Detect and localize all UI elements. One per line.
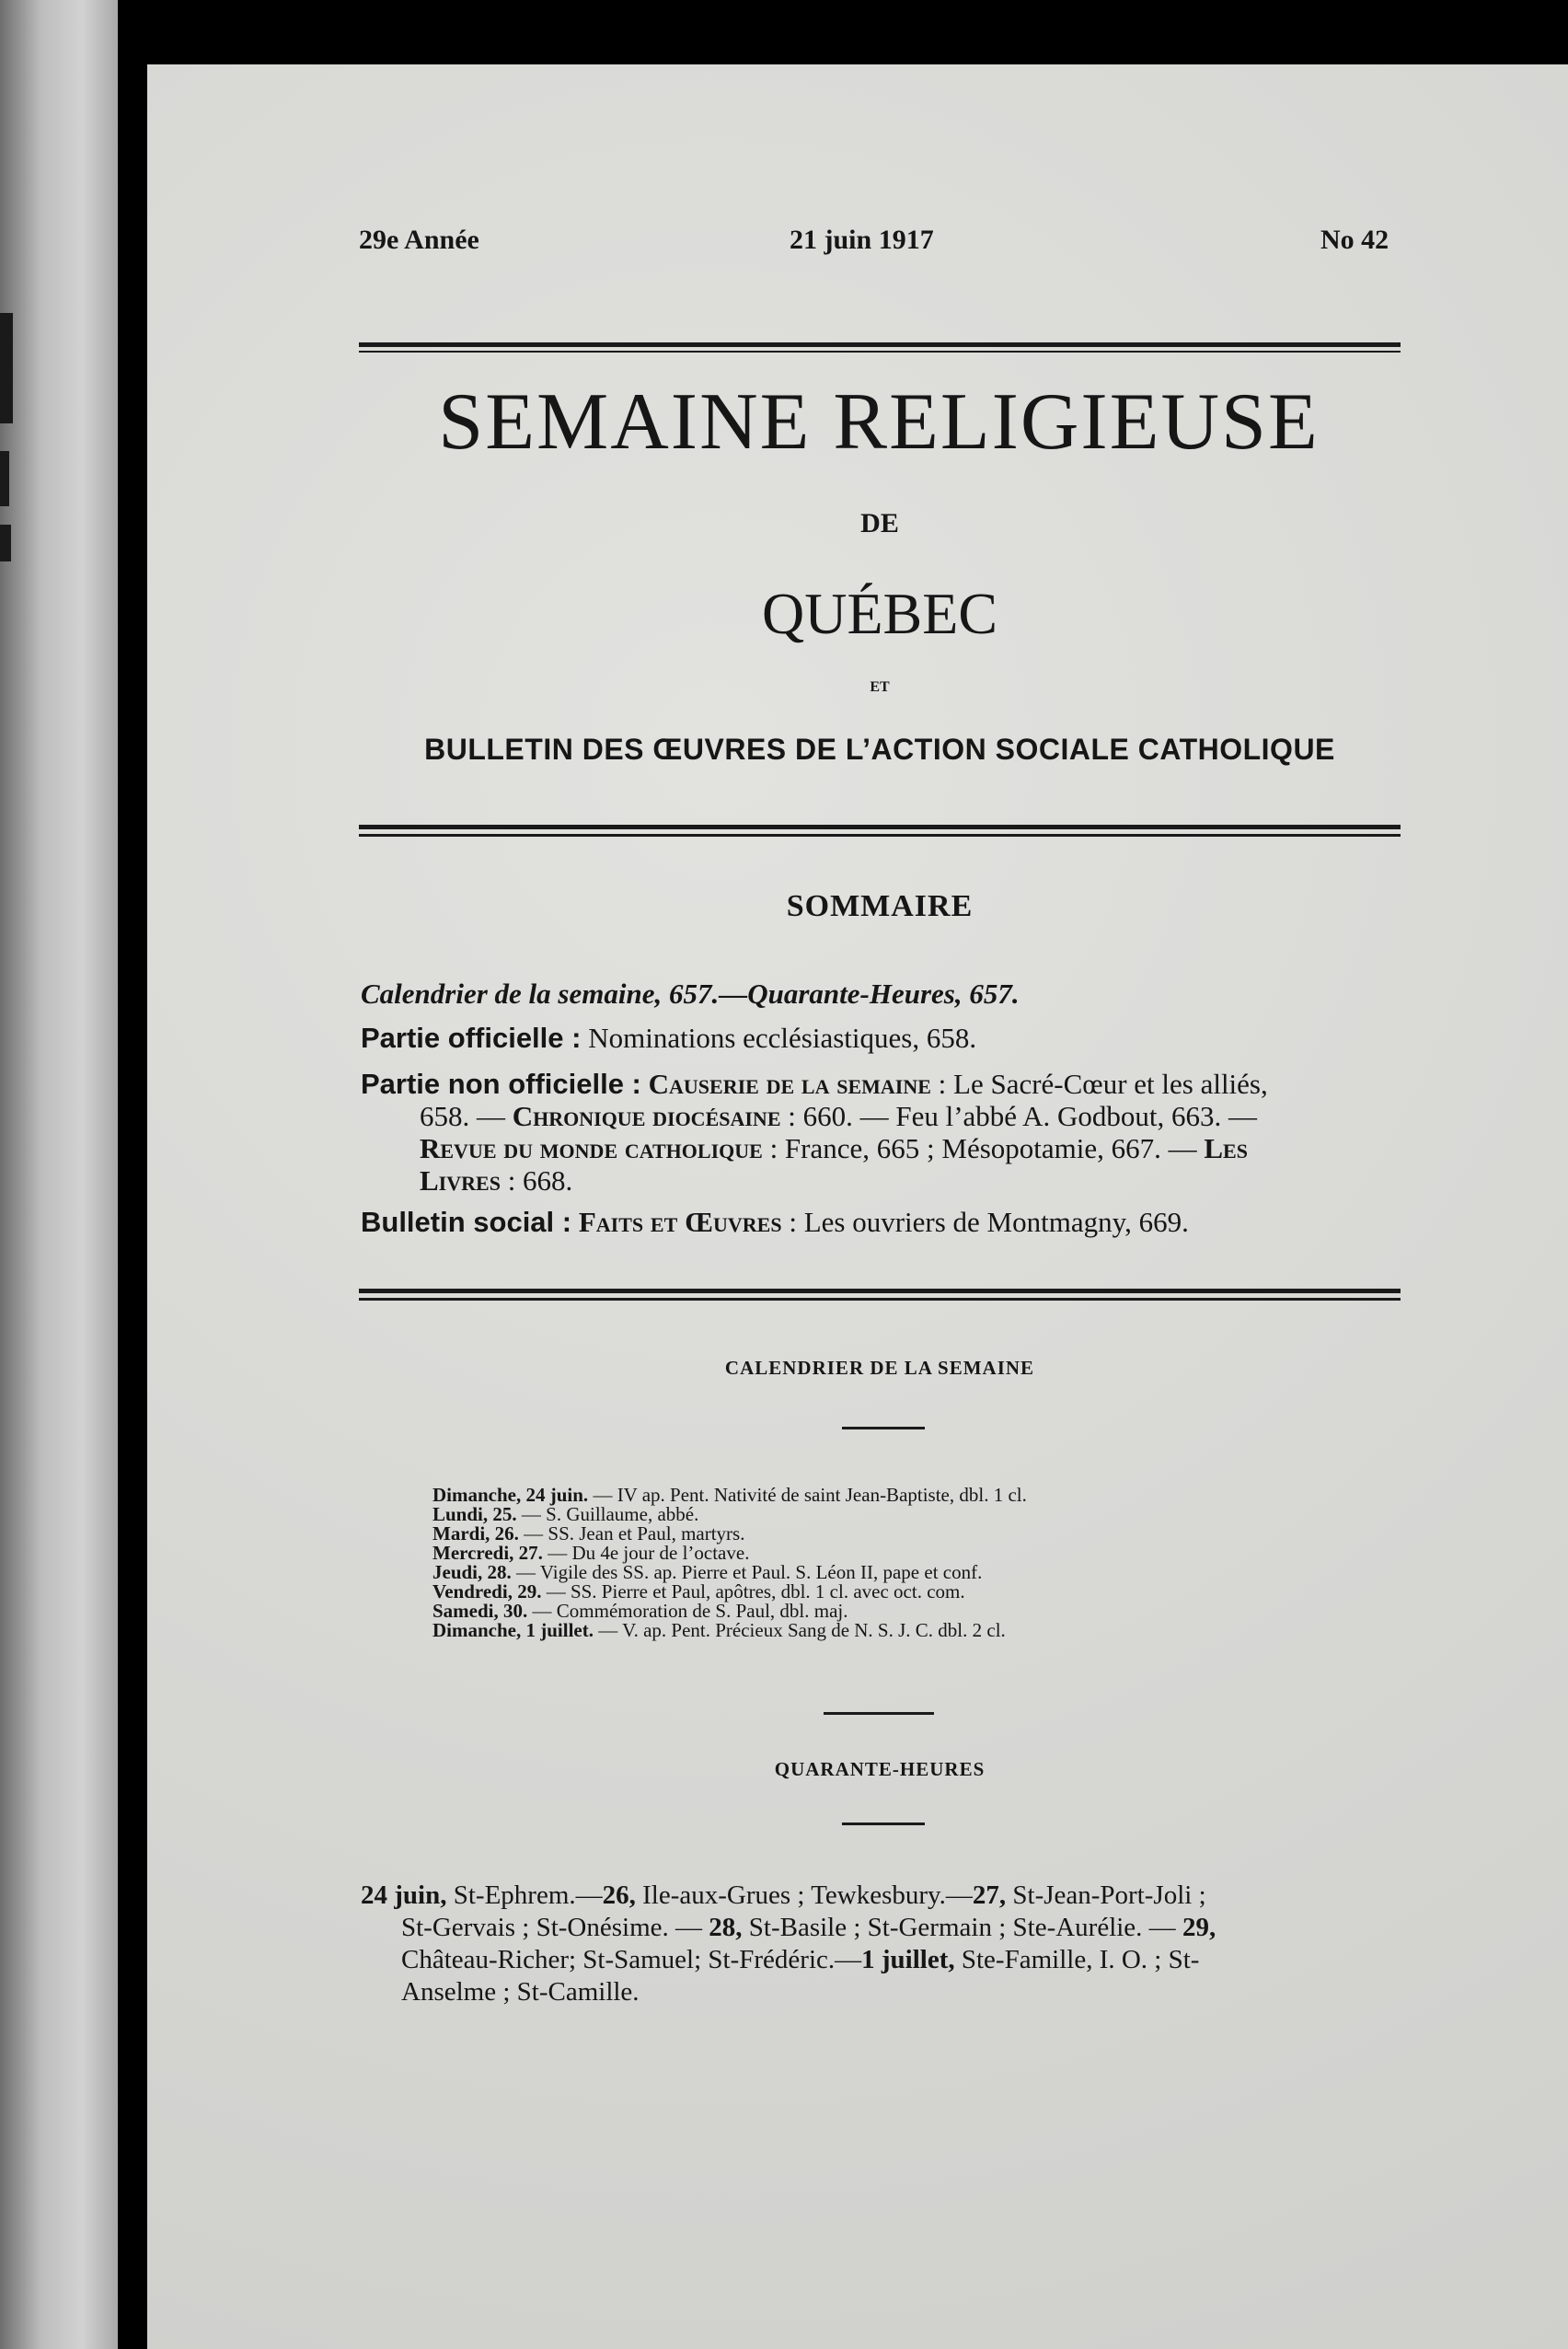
calendar-list bbox=[432, 1486, 1353, 1640]
sommaire-livres-text: : 668. bbox=[500, 1164, 573, 1197]
calendar-divider bbox=[842, 1427, 925, 1429]
calendar-entry bbox=[432, 1505, 1353, 1524]
masthead-subtitle: BULLETIN DES ŒUVRES DE L’ACTION SOCIALE CATHOLIQUE bbox=[424, 733, 1335, 766]
quarante-date: 1 juillet, bbox=[861, 1945, 955, 1974]
quarante-text: St-Basile ; St-Germain ; Ste-Aurélie. — bbox=[742, 1913, 1182, 1942]
calendar-heading: CALENDRIER DE LA SEMAINE bbox=[724, 1357, 1035, 1379]
sommaire-line-social bbox=[361, 1206, 1401, 1238]
calendar-day: Lundi, 25. bbox=[432, 1503, 517, 1525]
quarante-text: Ste-Famille, I. O. ; St- bbox=[954, 1945, 1200, 1974]
calendar-day: Mercredi, 27. bbox=[432, 1542, 543, 1564]
sommaire-heading: SOMMAIRE bbox=[786, 889, 974, 923]
sommaire-les: Les bbox=[1204, 1132, 1248, 1164]
calendar-day: Mardi, 26. bbox=[432, 1522, 519, 1545]
sommaire-line-calendar: Calendrier de la semaine, 657.—Quarante-Heures, 657. bbox=[361, 978, 1020, 1010]
calendar-entry bbox=[432, 1524, 1353, 1544]
calendar-text: — SS. Jean et Paul, martyrs. bbox=[518, 1522, 745, 1545]
adjacent-page-edge bbox=[0, 0, 118, 2349]
sommaire-faits: Faits et Œuvres bbox=[571, 1206, 782, 1238]
calendar-text: — Vigile des SS. ap. Pierre et Paul. S. Léon II, pape et conf. bbox=[511, 1561, 983, 1583]
sommaire-text-official: Nominations ecclésiastiques, 658. bbox=[581, 1022, 977, 1054]
ink-mark bbox=[0, 451, 9, 506]
masthead-et: ET bbox=[870, 679, 890, 695]
quarante-text: St-Jean-Port-Joli ; bbox=[1006, 1880, 1206, 1910]
quarante-divider-top bbox=[824, 1712, 934, 1715]
sommaire-revue: Revue du monde catholique bbox=[420, 1132, 763, 1164]
calendar-text: — S. Guillaume, abbé. bbox=[516, 1503, 699, 1525]
sommaire-label-unofficial: Partie non officielle : bbox=[361, 1068, 641, 1100]
calendar-text: — Du 4e jour de l’octave. bbox=[542, 1542, 750, 1564]
calendar-day: Vendredi, 29. bbox=[432, 1580, 542, 1603]
sommaire-page-658: 658. — bbox=[420, 1100, 513, 1132]
quarante-text: Ile-aux-Grues ; Tewkesbury.— bbox=[635, 1880, 973, 1910]
ink-mark bbox=[0, 525, 11, 561]
sommaire-label-official: Partie officielle : bbox=[361, 1022, 582, 1054]
calendar-day: Jeudi, 28. bbox=[432, 1561, 512, 1583]
quarante-date: 24 juin, bbox=[361, 1880, 447, 1910]
quarante-text: Château-Richer; St-Samuel; St-Frédéric.— bbox=[401, 1945, 862, 1974]
calendar-entry bbox=[432, 1582, 1353, 1602]
quarante-text: Anselme ; St-Camille. bbox=[401, 1977, 640, 2007]
sommaire-line-unofficial bbox=[361, 1068, 1401, 1197]
masthead-rule-thin bbox=[359, 834, 1401, 837]
sommaire-revue-text: : France, 665 ; Mésopotamie, 667. — bbox=[762, 1132, 1205, 1164]
sommaire-chronique-text: : 660. — Feu l’abbé A. Godbout, 663. — bbox=[780, 1100, 1257, 1132]
masthead-title: SEMAINE RELIGIEUSE bbox=[438, 377, 1320, 467]
sommaire-livres: Livres bbox=[420, 1164, 501, 1197]
calendar-entry bbox=[432, 1621, 1353, 1640]
sommaire-label-social: Bulletin social : bbox=[361, 1206, 572, 1238]
calendar-entry bbox=[432, 1486, 1353, 1505]
sommaire-rule bbox=[359, 1289, 1401, 1293]
calendar-day: Samedi, 30. bbox=[432, 1600, 528, 1622]
quarante-date: 28, bbox=[709, 1913, 743, 1942]
calendar-day: Dimanche, 1 juillet. bbox=[432, 1619, 594, 1641]
quarante-divider-bottom bbox=[842, 1822, 925, 1825]
masthead-rule bbox=[359, 825, 1401, 829]
calendar-text: — SS. Pierre et Paul, apôtres, dbl. 1 cl. avec oct. com. bbox=[541, 1580, 965, 1603]
quarante-date: 27, bbox=[972, 1880, 1007, 1910]
issue-number: No 42 bbox=[1320, 225, 1389, 255]
quarante-date: 26, bbox=[602, 1880, 636, 1910]
sommaire-chronique: Chronique diocésaine bbox=[512, 1100, 781, 1132]
calendar-text: — IV ap. Pent. Nativité de saint Jean-Baptiste, dbl. 1 cl. bbox=[588, 1484, 1027, 1506]
quarante-list bbox=[361, 1880, 1401, 2008]
sommaire-causerie: Causerie de la semaine bbox=[640, 1068, 931, 1100]
calendar-entry bbox=[432, 1544, 1353, 1563]
sommaire-causerie-text: : Le Sacré-Cœur et les alliés, bbox=[930, 1068, 1268, 1100]
calendar-text: — V. ap. Pent. Précieux Sang de N. S. J. C. dbl. 2 cl. bbox=[593, 1619, 1006, 1641]
sommaire-line-official bbox=[361, 1022, 1401, 1054]
masthead-city: QUÉBEC bbox=[762, 581, 997, 646]
header-rule-thin bbox=[359, 351, 1401, 353]
masthead-de: DE bbox=[860, 508, 899, 538]
calendar-entry bbox=[432, 1602, 1353, 1621]
quarante-text: St-Ephrem.— bbox=[446, 1880, 603, 1910]
ink-mark bbox=[0, 313, 13, 423]
calendar-text: — Commémoration de S. Paul, dbl. maj. bbox=[527, 1600, 848, 1622]
calendar-day: Dimanche, 24 juin. bbox=[432, 1484, 589, 1506]
quarante-text: St-Gervais ; St-Onésime. — bbox=[401, 1913, 709, 1942]
sommaire-faits-text: : Les ouvriers de Montmagny, 669. bbox=[781, 1206, 1189, 1238]
sommaire-rule-thin bbox=[359, 1298, 1401, 1301]
quarante-date: 29, bbox=[1182, 1913, 1216, 1942]
calendar-entry bbox=[432, 1563, 1353, 1582]
issue-date: 21 juin 1917 bbox=[790, 225, 934, 255]
header-rule bbox=[359, 342, 1401, 347]
quarante-heading: QUARANTE-HEURES bbox=[774, 1758, 986, 1780]
issue-year: 29e Année bbox=[359, 225, 479, 255]
